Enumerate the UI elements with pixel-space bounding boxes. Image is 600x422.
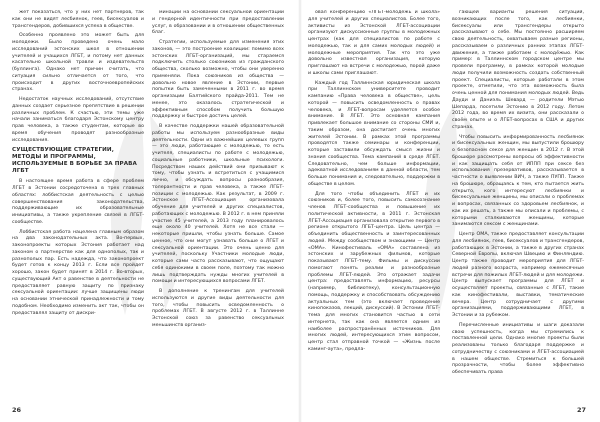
paragraph: Лоббистская работа нацелена главным образом на два законодательных акта. Во-первых, законопроекты которых Эстония работает над законом о партнерстве как для однополых, так и разнополых пар. Есть надежда, что законопроект будет готов к концу 2013 г. Если все пройдет хорошо, закон будет принят в 2014 г. Во-вторых, существующий Акт о равенстве в деятельности не предоставляет равную защиту по признаку сексуальной ориентации: лучше защищены люди на основании этнической принадлежности и тому подобном. Необходимо изменить акт так, чтобы он предоставлял защиту от дискри- bbox=[12, 229, 144, 316]
left-column-2 bbox=[152, 10, 284, 406]
left-page bbox=[0, 0, 296, 422]
right-page bbox=[304, 0, 600, 422]
paragraph: Стратегии, используемые для изменения этих законов, — это построение коалиции: помимо всех эстонских ЛГБТ-организаций, мы стараемся подключить столько союзников из гражданского общества, сколько возможно, чтобы они уверенно применяли. Пока союзников из общества — довольно новое явление в Эстонии, первые попытки быть замеченными в 2011 г. во время организации Балтийского прайда-2011. Тем не менее, это оказалось стратегической и эффективным способом получить большую поддержку и быстрое достичь целей. bbox=[152, 40, 284, 120]
paragraph: жет показаться, что у них нет партнеров, так как они не видят лесбиянок, геев, бисексуалов и трансгендеров, добившихся успеха в обществе. bbox=[12, 10, 144, 29]
paragraph: Недостаток научных исследований, отсутствие данных создает серьезное препятствие в решении различных проблем. К счастью, эти темы уже начали заниматься благодаря Эстонскому центру прав человека, а также студентам, которые во время обучения проводят разнообразные исследования. bbox=[12, 97, 144, 143]
right-column-1 bbox=[308, 10, 440, 406]
paragraph: гающей варианты решения ситуаций, возникающих после того, как лесбиянки, бисексуалы или трансгендеры открыто рассказывают о себе. Мы постоянно расширяем свою деятельность, охватываем разные регионы, рассказываем о различных ранних этапах ЛГБТ-движения, а также работаем с молодёжью. Как пример: в Таллиннском городском центре мы провели программу, в рамках которой молодые люди получили возможность создать собственный проект. Специалисты, которые работали в этом проекте, отметили, что эта возможность была очень ценной для понимания молодых людей. Ведь Дауди и Даниэль Шевард — родители Мэтью Шепарда, посетили Эстонию в 2012 году. Летом 2012 года, во время их визита, они рассказали о своём опыте и о ЛГБТ-вопросах в США и других странах. bbox=[452, 10, 584, 130]
paragraph: овал конференцию «ЛГБТ-молодежь и школа» для учителей и других специалистов. Более того, активисты из Эстонской ЛГБТ-ассоциации организуют дискуссионные группы в молодежных центрах (как для специалистов по работе с молодежью, так и для самих молодых людей) и молодежные мероприятия. Так что это уже довольно известная организация, которую приглашают на встречи с молодежью, порой даже и школы сами приглашают. bbox=[308, 10, 440, 76]
page-number-left: 26 bbox=[12, 406, 22, 414]
paragraph: минации на основании сексуальной ориентации и гендерной идентичности при предоставлении услуг, в образовании и в отношении общественных благ. bbox=[152, 10, 284, 36]
right-column-2 bbox=[452, 10, 584, 406]
page-number-right: 27 bbox=[576, 406, 586, 414]
left-column-1 bbox=[12, 10, 144, 406]
paragraph: Особенно проявлено это может быть для молодежи. Было проведено очень мало исследований эстонских школ в отношении учителей и учащихся ЛГБТ, и потому нет данных касательно школьной травли и издевательств (буллинга). Однако нет причин считать, что ситуация сильно отличается от того, что происходит в других восточноевропейских странах. bbox=[12, 33, 144, 93]
paragraph: Для того чтобы объединить ЛГБТ и их союзников и, более того, повысить самосознание членов ЛГБТ-сообщества и повышение их политической активности, в 2011 г. Эстонская ЛГБТ-Ассоциация организовала открытие первого в регионе открытого ЛГБТ-центра. Цель центра — объединить общественность и заинтересованных людей. Между сообществом и знающими — Центр «ОМА». Кинофестиваль «ОМА» составлена из эстонских и зарубежных фильмов, которые показывают ЛГБТ-тему. Фильмы и дискуссии помогают понять реалии и разнообразные проблемы ЛГБТ-людей. Это отражает задачи центра: предоставлять информацию, ресурсы (например, библиотеку), консультационную помощь, поддержку и способствовать обсуждению актуальных тем (это включает проведение кинопоказов, лекций, дискуссий). В Эстонии ЛГБТ-тема для многих становится частью в сети интернета, так как она является одним из наиболее распространённых источников. Для многих людей, интересующихся этим вопросом, центр стал отправной точкой — «Жизнь после каминг-аута», предла- bbox=[308, 191, 440, 352]
paragraph: В качестве поддержки нашей образовательной работы мы используем разнообразные виды деятельности. Одни из важнейших целевых групп — это люди, работающие с молодежью, то есть учителя, специалисты по работе с молодежью, социальные работники, школьные психологи. Посредством наших действий они призывают к тому, чтобы узнать и встретиться с учащимися лично, и обсуждать вопросы разнообразия, толерантности и прав человека, а также ЛГБТ-позиции с молодежью. Как результат, в 2009 г. Эстонское ЛГБТ-Ассоциация организовала обучение для учителей и других специалистов, работающих с молодежью. В 2012 г. в нем приняли участие 45 учителей, а 2013 году планировалось еще около 40 учителей. Хотя не все стали — некоторые пришли, чтобы узнать больше. Самое ценное, что они могут узнавать больше о ЛГБТ и сексуальной ориентации. Это очень ценно для учителей, поскольку Участники молодые люди, которые сами часто рассказывают, что ощущают себя одинокими в своем поле, поэтому так можно лишь подтверждать нужды многих учителей в помощи и интересующихся вопросами ЛГБТ. bbox=[152, 124, 284, 285]
paragraph: Чтобы повысить информированность лесбиянок и бисексуальных женщин, мы выпустили брошюру о безопасном сексе для женщин в 2012 г. В этой брошюре рассмотрены вопросы об эффективности и как защищать себя от ИППП при сексе без использования презервативов, рассказывается в частности о выявлении ВИЧ, а также ПУПП. Также на брошюре, обращаясь к тем, кто пытается жить открыто, кого интересуют лесбиянки и бисексуальные женщины, мы описали о проблемах и вопросах, связанных со здоровьем лесбиянок, и как их решать, а также мы описали и проблемы, с которыми сталкиваются женщины, которые занимаются сексом с женщинами. bbox=[452, 134, 584, 228]
paragraph: Центр ОМА, также предоставляет консультации для лесбиянок, геев, бисексуалов и трансгендеров, работающих в Эстонии, а также в других странах Северной Европы, включая Швецию и Финляндию. Центр также проводит мероприятия для ЛГБТ-людей разного возраста, например ежемесячные встречи для пожилых ЛГБТ-людей и для молодежи. Центр выпускает программы для ЛГБТ и осуществляет проекты, связанные с ЛГБТ, такие как кинофестивали, выставки, тематические вечера. Центр сотрудничает с другими организациями, поддерживающими ЛГБТ, в Эстонии и за рубежом. bbox=[452, 232, 584, 318]
paragraph: В настоящее время работа в сфере проблем ЛГБТ в Эстонии сосредоточена в трех главных областях: лоббистская деятельность с целью совершенствования законодательства, поддерживающие их образовательные инициативы, а также укрепление связей в ЛГБТ-сообществе. bbox=[12, 179, 144, 225]
gutter bbox=[298, 0, 302, 422]
paragraph: В дополнение к тренингам для учителей используются и другие виды деятельности для того, чтобы повысить осведомленность о проблемах ЛГБТ. В августе 2012 г. в Таллинне Эстонской союз за равенство сексуальных меньшинств организ- bbox=[152, 289, 284, 328]
paragraph: Каждый год Таллиннская юридическая школа при Таллиннском университете проводит кампанию «Права человека в обществе», цель которой — повысить осведомленность о правах человека, и ЛГБТ-вопросам уделяется особое внимание. В ЛГБТ. Это основная кампания привлекает большое внимание со стороны СМИ и, таким образом, она достигает очень многих жителей Эстонии. В рамках этой программы проводятся также семинары и конференции, которые заставили обсуждать смысл жизни и знания сообщества. Тема кампаний в среде ЛГБТ. Следовательно, чем больше информации, адекватной исследованиям в данной области, тем больше понимания и, следовательно, поддержки в обществе в целом. bbox=[308, 80, 440, 187]
section-heading: СУЩЕСТВУЮЩИЕ СТРАТЕГИИ, МЕТОДЫ И ПРОГРАММЫ, ИСПОЛЬЗУЕМЫЕ В БОРЬБЕ ЗА ПРАВА ЛГБТ bbox=[12, 147, 137, 175]
paragraph: Перечисленные инициативы и шаги доказали свою успешность, когда мы стремились к поставленной цели. Однако многие проекты были реализованы только благодаря поддержке и сотрудничеству с союзниками и ЛГБТ-ассоциацией в нашем обществе. Стремиться к большей прозрачности, чтобы более эффективно обеспечивать права bbox=[452, 322, 584, 375]
